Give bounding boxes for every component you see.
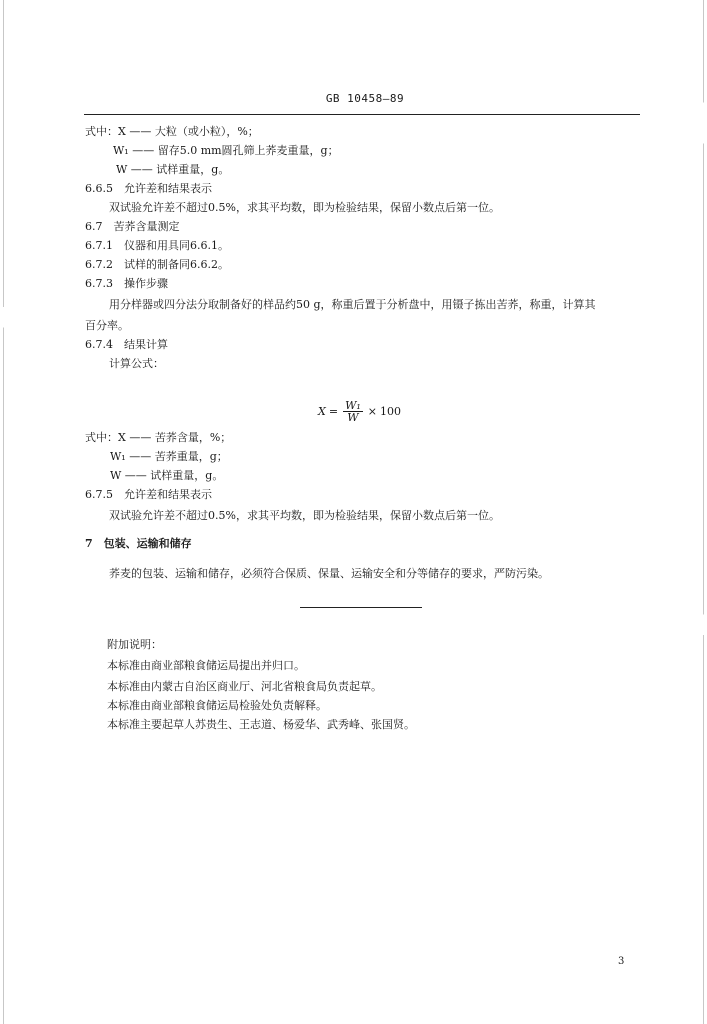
additional-note-2: 本标准由内蒙古自治区商业厅、河北省粮食局负责起草。 bbox=[107, 680, 382, 693]
section-6-7-5-text: 双试验允许差不超过0.5%，求其平均数，即为检验结果，保留小数点后第一位。 bbox=[109, 509, 500, 522]
formula bbox=[318, 398, 401, 424]
standard-code-header: GB 10458—89 bbox=[325, 92, 405, 105]
formula-numerator: W₁ bbox=[345, 398, 361, 412]
section-6-7-3-text: 用分样器或四分法分取制备好的样品约50 g，称重后置于分析盘中，用镊子拣出苦荞，称重，计算其 bbox=[109, 298, 596, 311]
additional-note-1: 本标准由商业部粮食储运局提出并归口。 bbox=[107, 659, 305, 672]
formula2-legend-w1: W₁ —— 苦荞重量，g； bbox=[110, 450, 228, 463]
section-6-7-2: 6.7.2 试样的制备同6.6.2。 bbox=[85, 258, 229, 271]
section-6-7-4-heading: 6.7.4 结果计算 bbox=[85, 338, 168, 351]
section-6-7-5-heading: 6.7.5 允许差和结果表示 bbox=[85, 488, 212, 501]
formula-equals: = bbox=[328, 404, 339, 418]
section-6-7-3-heading: 6.7.3 操作步骤 bbox=[85, 277, 168, 290]
formula2-legend-w: W —— 试样重量，g。 bbox=[110, 469, 224, 482]
formula-intro: 计算公式： bbox=[109, 357, 164, 370]
additional-note-4: 本标准主要起草人苏贵生、王志道、杨爱华、武秀峰、张国贤。 bbox=[107, 718, 415, 731]
formula1-legend-w1: W₁ —— 留存5.0 mm圆孔筛上荞麦重量，g； bbox=[113, 144, 339, 157]
scan-edge-left bbox=[3, 0, 4, 1024]
formula1-legend-x: 式中：X —— 大粒（或小粒），%； bbox=[85, 125, 259, 138]
section-6-6-5-text: 双试验允许差不超过0.5%，求其平均数，即为检验结果，保留小数点后第一位。 bbox=[109, 201, 500, 214]
end-rule bbox=[300, 607, 422, 608]
formula2-legend-x: 式中：X —— 苦荞含量，%； bbox=[85, 431, 232, 444]
section-6-7-1: 6.7.1 仪器和用具同6.6.1。 bbox=[85, 239, 229, 252]
section-6-7-heading: 6.7 苦荞含量测定 bbox=[85, 220, 180, 233]
formula-times: × bbox=[367, 404, 377, 418]
formula-denominator: W bbox=[347, 410, 359, 424]
scan-edge-right bbox=[703, 0, 704, 1024]
section-7-heading: 7 包装、运输和储存 bbox=[85, 537, 192, 550]
formula-factor: 100 bbox=[380, 404, 401, 418]
section-7-text: 荞麦的包装、运输和储存，必须符合保质、保量、运输安全和分等储存的要求，严防污染。 bbox=[109, 567, 549, 580]
additional-note-3: 本标准由商业部粮食储运局检验处负责解释。 bbox=[107, 699, 327, 712]
formula-fraction bbox=[343, 400, 363, 423]
page-number: 3 bbox=[618, 956, 625, 967]
formula-lhs: X bbox=[318, 404, 326, 418]
header-rule bbox=[84, 114, 640, 115]
section-6-6-5-heading: 6.6.5 允许差和结果表示 bbox=[85, 182, 212, 195]
section-6-7-3-text-cont: 百分率。 bbox=[85, 319, 129, 332]
additional-notes-heading: 附加说明： bbox=[107, 638, 162, 651]
formula1-legend-w: W —— 试样重量，g。 bbox=[116, 163, 230, 176]
